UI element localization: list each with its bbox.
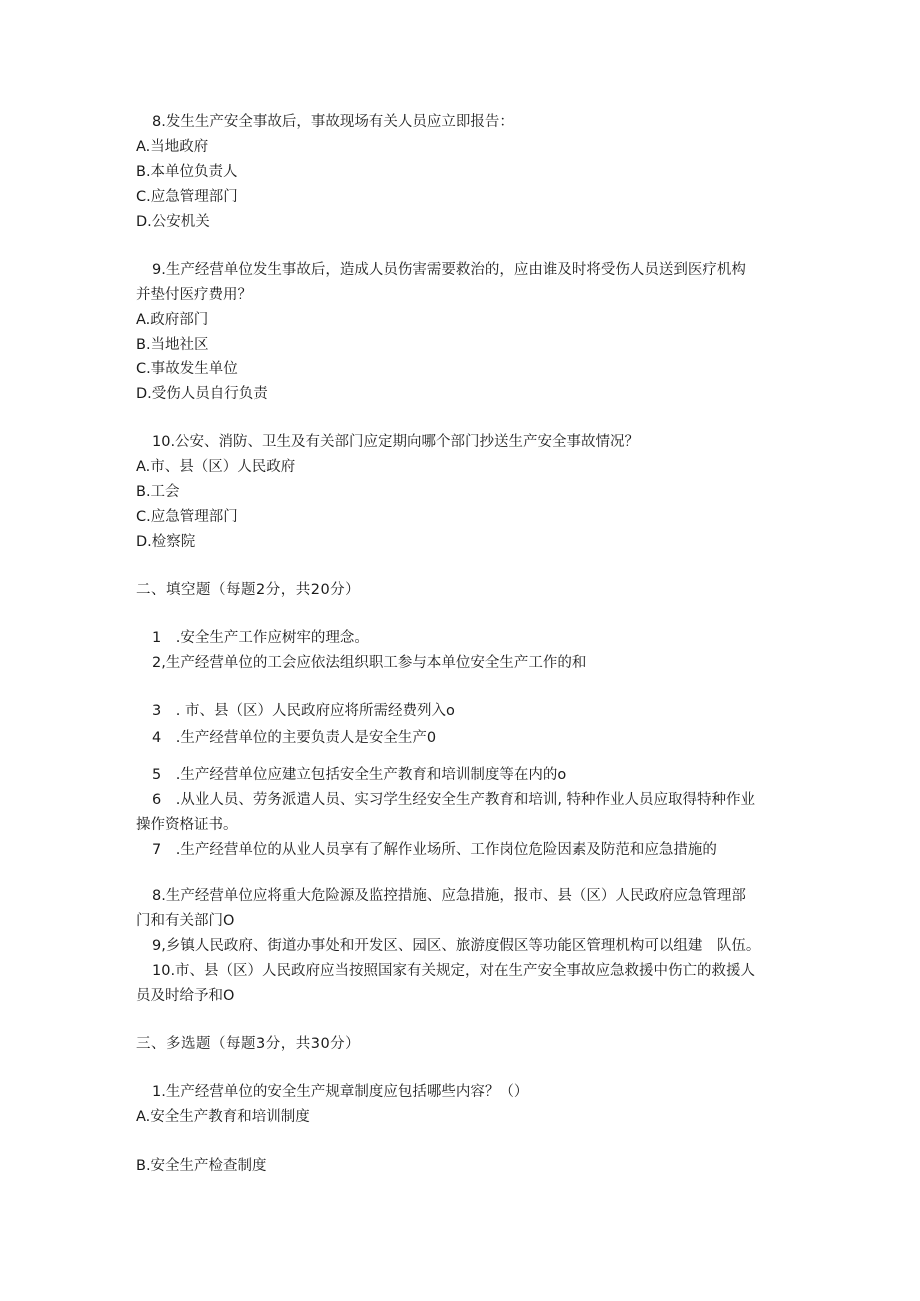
- q10-option-b: B.工会: [136, 484, 180, 500]
- fill-item-8: 8.生产经营单位应将重大危险源及监控措施、应急措施，报市、县（区）人民政府应急管理部: [152, 888, 746, 904]
- section2-title: 二、填空题（每题2分，共20分）: [136, 582, 361, 598]
- q9-option-c: C.事故发生单位: [136, 361, 238, 377]
- fill-item-6: 6 .从业人员、劳务派遣人员、实习学生经安全生产教育和培训, 特种作业人员应取得特种作业: [152, 792, 756, 808]
- q10-option-a: A.市、县（区）人民政府: [136, 459, 296, 475]
- mc-q1-option-a: A.安全生产教育和培训制度: [136, 1109, 310, 1125]
- section3-title: 三、多选题（每题3分，共30分）: [136, 1036, 361, 1052]
- mc-q1-question: 1.生产经营单位的安全生产规章制度应包括哪些内容？（）: [152, 1084, 529, 1100]
- fill-item-3: 3 . 市、县（区）人民政府应将所需经费列入o: [152, 703, 455, 719]
- q10-option-d: D.检察院: [136, 534, 196, 550]
- fill-item-4: 4 .生产经营单位的主要负责人是安全生产0: [152, 730, 437, 746]
- fill-item-10-cont: 员及时给予和O: [136, 988, 235, 1004]
- q8-option-d: D.公安机关: [136, 214, 210, 230]
- fill-item-2: 2,生产经营单位的工会应依法组织职工参与本单位安全生产工作的和: [152, 655, 587, 671]
- q8-option-c: C.应急管理部门: [136, 189, 238, 205]
- q9-option-a: A.政府部门: [136, 312, 209, 328]
- fill-item-5: 5 .生产经营单位应建立包括安全生产教育和培训制度等在内的o: [152, 767, 567, 783]
- q9-question-line1: 9.生产经营单位发生事故后，造成人员伤害需要救治的，应由谁及时将受伤人员送到医疗机构: [152, 262, 746, 278]
- q8-option-b: B.本单位负责人: [136, 164, 238, 180]
- q9-option-d: D.受伤人员自行负责: [136, 386, 268, 402]
- fill-item-6-cont: 操作资格证书。: [136, 817, 238, 833]
- q9-option-b: B.当地社区: [136, 337, 209, 353]
- mc-q1-option-b: B.安全生产检查制度: [136, 1158, 267, 1174]
- q8-question: 8.发生生产安全事故后，事故现场有关人员应立即报告：: [152, 114, 514, 130]
- fill-item-8-cont: 门和有关部门O: [136, 913, 235, 929]
- fill-item-9: 9,乡镇人民政府、街道办事处和开发区、园区、旅游度假区等功能区管理机构可以组建 队伍。: [152, 938, 761, 954]
- q8-option-a: A.当地政府: [136, 139, 209, 155]
- q9-question-line2: 并垫付医疗费用？: [136, 287, 252, 303]
- fill-item-10: 10.市、县（区）人民政府应当按照国家有关规定，对在生产安全事故应急救援中伤亡的救援人: [152, 963, 756, 979]
- fill-item-1: 1 .安全生产工作应树牢的理念。: [152, 630, 369, 646]
- q10-question: 10.公安、消防、卫生及有关部门应定期向哪个部门抄送生产安全事故情况？: [152, 434, 640, 450]
- q10-option-c: C.应急管理部门: [136, 509, 238, 525]
- fill-item-7: 7 .生产经营单位的从业人员享有了解作业场所、工作岗位危险因素及防范和应急措施的: [152, 842, 717, 858]
